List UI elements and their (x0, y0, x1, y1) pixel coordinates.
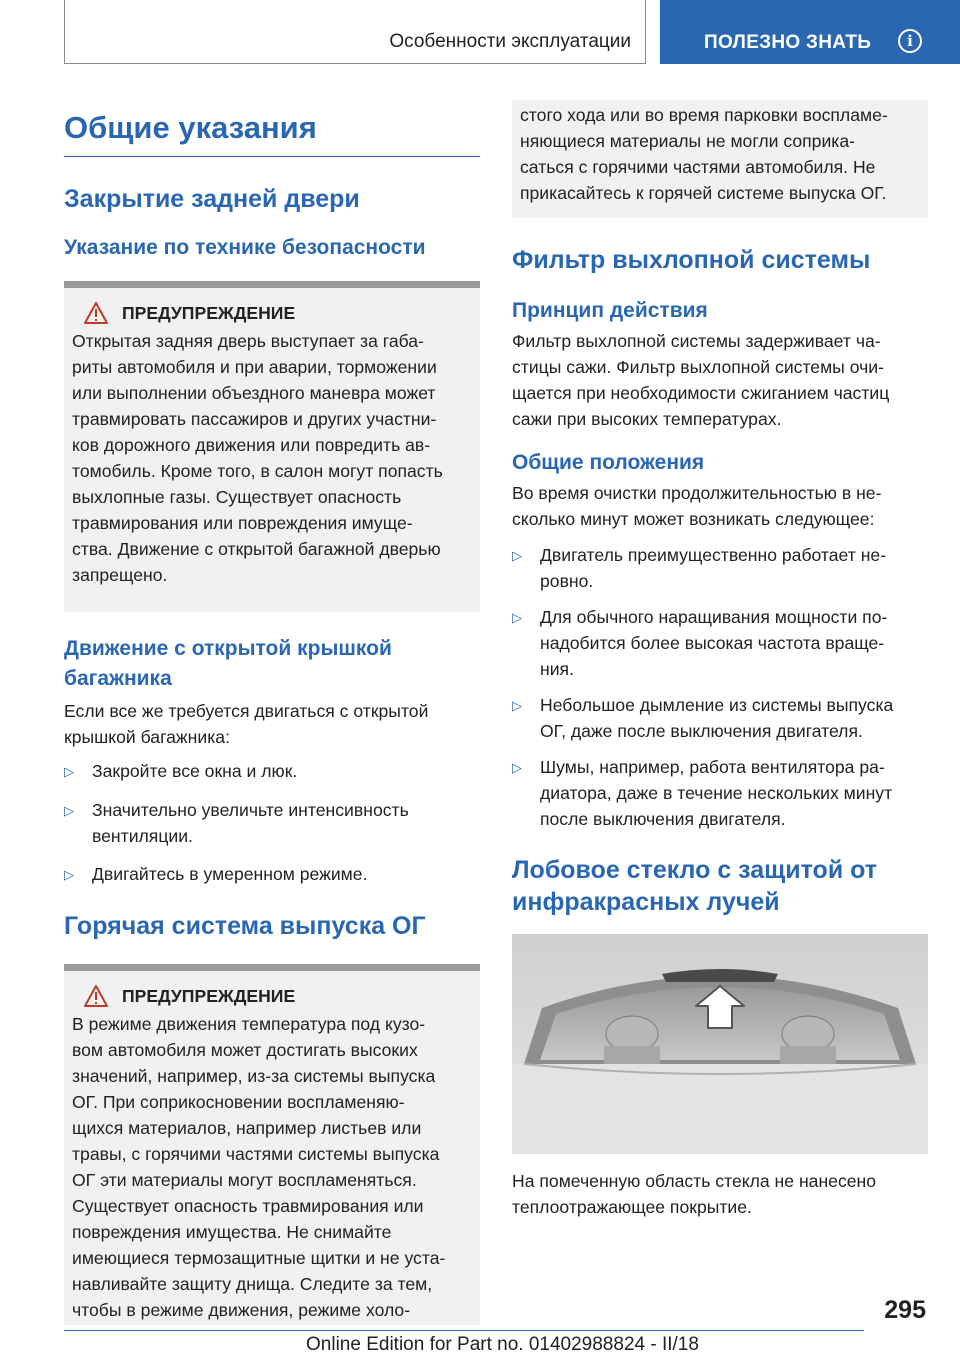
paragraph-line: стицы сажи. Фильтр выхлопной системы очи- (512, 357, 884, 377)
warning-2-line: навливайте защиту днища. Следите за тем, (72, 1274, 433, 1294)
warning-1-line: травмирования или повреждения имуще- (72, 513, 413, 533)
list-item (512, 692, 928, 744)
warning-bar (64, 964, 480, 971)
list-item-text: Небольшое дымление из системы выпуска (540, 695, 894, 715)
warning-2-line: щихся материалов, например листьев или (72, 1118, 422, 1138)
caption-line: теплоотражающее покрытие. (512, 1197, 752, 1217)
caption-line: На помеченную область стекла не нанесено (512, 1171, 877, 1191)
paragraph-line: Во время очистки продолжительностью в не- (512, 483, 882, 503)
warning-1-title: ПРЕДУПРЕЖДЕНИЕ (122, 303, 296, 323)
bullet-triangle-icon: ▷ (512, 698, 522, 713)
warning-2-line: саться с горячими частями автомобиля. Не (520, 157, 876, 177)
warning-2-line: имеющиеся термозащитные щитки и не уста- (72, 1248, 446, 1268)
list-item-text: ровно. (540, 571, 594, 591)
warning-2-line: ОГ эти материалы могут воспламеняться. (72, 1170, 417, 1190)
header-tab-label: ПОЛЕЗНО ЗНАТЬ (704, 32, 872, 53)
list-item-text: диатора, даже в течение нескольких минут (540, 783, 893, 803)
warning-1-line: риты автомобиля и при аварии, торможении (72, 357, 437, 377)
warning-2-line: чтобы в режиме движения, режиме холо- (72, 1300, 411, 1320)
heading-open-trunk-line2: багажника (64, 667, 172, 690)
paragraph-line: сколько минут может возникать следующее: (512, 509, 875, 529)
footer-rule (64, 1330, 864, 1331)
warning-triangle-icon (84, 985, 108, 1007)
list-item-text: вентиляции. (92, 826, 193, 846)
warning-2-line: травы, с горячими частями системы выпуска (72, 1144, 440, 1164)
list-item-text: после выключения двигателя. (540, 809, 786, 829)
footer-edition: Online Edition for Part no. 01402988824 - II/18 (306, 1334, 699, 1355)
warning-1-line: запрещено. (72, 565, 168, 585)
bullet-triangle-icon: ▷ (64, 867, 74, 882)
heading-windshield-line2: инфракрасных лучей (512, 888, 780, 916)
warning-2-title: ПРЕДУПРЕЖДЕНИЕ (122, 986, 296, 1006)
list-item (512, 754, 928, 832)
list-item (64, 861, 480, 888)
list-item-text: ния. (540, 659, 574, 679)
warning-1-line: томобиль. Кроме того, в салон могут попасть (72, 461, 443, 481)
heading-rear-door: Закрытие задней двери (64, 185, 360, 213)
warning-2-line: В режиме движения температура под кузо- (72, 1014, 426, 1034)
warning-1-line: ков дорожного движения или повредить ав- (72, 435, 431, 455)
bullet-triangle-icon: ▷ (512, 760, 522, 775)
windshield-illustration (512, 934, 928, 1154)
warning-2-line: повреждения имущества. Не снимайте (72, 1222, 392, 1242)
list-item-text: Двигатель преимущественно работает не- (540, 545, 887, 565)
header-section-title: Особенности эксплуатации (389, 31, 631, 52)
warning-1-line: травмировать пассажиров и других участни- (72, 409, 437, 429)
heading-principle: Принцип действия (512, 299, 708, 322)
list-item-text: Шумы, например, работа вентилятора ра- (540, 757, 885, 777)
paragraph-line: сажи при высоких температурах. (512, 409, 782, 429)
list-item-text: Значительно увеличьте интенсивность (92, 800, 409, 820)
paragraph-line: щается при необходимости сжиганием частиц (512, 383, 890, 403)
paragraph-line: крышкой багажника: (64, 727, 230, 747)
warning-2-line: няющиеся материалы не могли соприка- (520, 131, 856, 151)
header-section-box (64, 0, 646, 64)
paragraph-line: Фильтр выхлопной системы задерживает ча- (512, 331, 881, 351)
warning-2-line: ОГ. При соприкосновении воспламеняю- (72, 1092, 405, 1112)
warning-bar (64, 281, 480, 288)
warning-1-line: Открытая задняя дверь выступает за габа- (72, 331, 424, 351)
warning-triangle-icon (84, 302, 108, 324)
list-item (64, 758, 480, 785)
list-item-text: Для обычного наращивания мощности по- (540, 607, 888, 627)
warning-box-2 (64, 971, 480, 1325)
warning-1-line: выхлопные газы. Существует опасность (72, 487, 402, 507)
heading-safety: Указание по технике безопасности (64, 236, 426, 259)
warning-2-line: Существует опасность травмирования или (72, 1196, 424, 1216)
list-item-text: надобится более высокая частота враще- (540, 633, 885, 653)
warning-1-line: ства. Движение с открытой багажной дверью (72, 539, 441, 559)
warning-2-line: значений, например, из-за системы выпуска (72, 1066, 436, 1086)
heading-exhaust-filter: Фильтр выхлопной системы (512, 246, 871, 274)
title-rule (64, 156, 480, 157)
list-item-text: Закройте все окна и люк. (92, 761, 298, 781)
list-item (64, 797, 480, 849)
heading-open-trunk-line1: Движение с открытой крышкой (64, 637, 392, 660)
warning-2-line: прикасайтесь к горячей системе выпуска ОГ. (520, 183, 887, 203)
heading-hot-exhaust: Горячая система выпуска ОГ (64, 912, 426, 940)
header-tab[interactable] (660, 0, 960, 64)
right-column (512, 100, 928, 1220)
bullet-triangle-icon: ▷ (512, 548, 522, 563)
warning-2-line: стого хода или во время парковки воспламе- (520, 105, 888, 125)
bullet-triangle-icon: ▷ (64, 764, 74, 779)
warning-2-line: вом автомобиля может достигать высоких (72, 1040, 418, 1060)
page-title: Общие указания (64, 110, 317, 145)
page-number: 295 (884, 1296, 926, 1324)
heading-windshield-line1: Лобовое стекло с защитой от (512, 856, 878, 884)
list-item-text: Двигайтесь в умеренном режиме. (92, 864, 368, 884)
warning-1-line: или выполнении объездного маневра может (72, 383, 436, 403)
heading-general: Общие положения (512, 451, 705, 474)
warning-box-2-continued (512, 100, 928, 218)
info-icon: i (898, 29, 922, 53)
warning-box-1 (64, 288, 480, 612)
bullet-triangle-icon: ▷ (512, 610, 522, 625)
paragraph-line: Если все же требуется двигаться с открытой (64, 701, 429, 721)
list-item (512, 542, 928, 594)
list-item-text: ОГ, даже после выключения двигателя. (540, 721, 863, 741)
left-column (64, 100, 480, 1325)
bullet-triangle-icon: ▷ (64, 803, 74, 818)
list-item (512, 604, 928, 682)
